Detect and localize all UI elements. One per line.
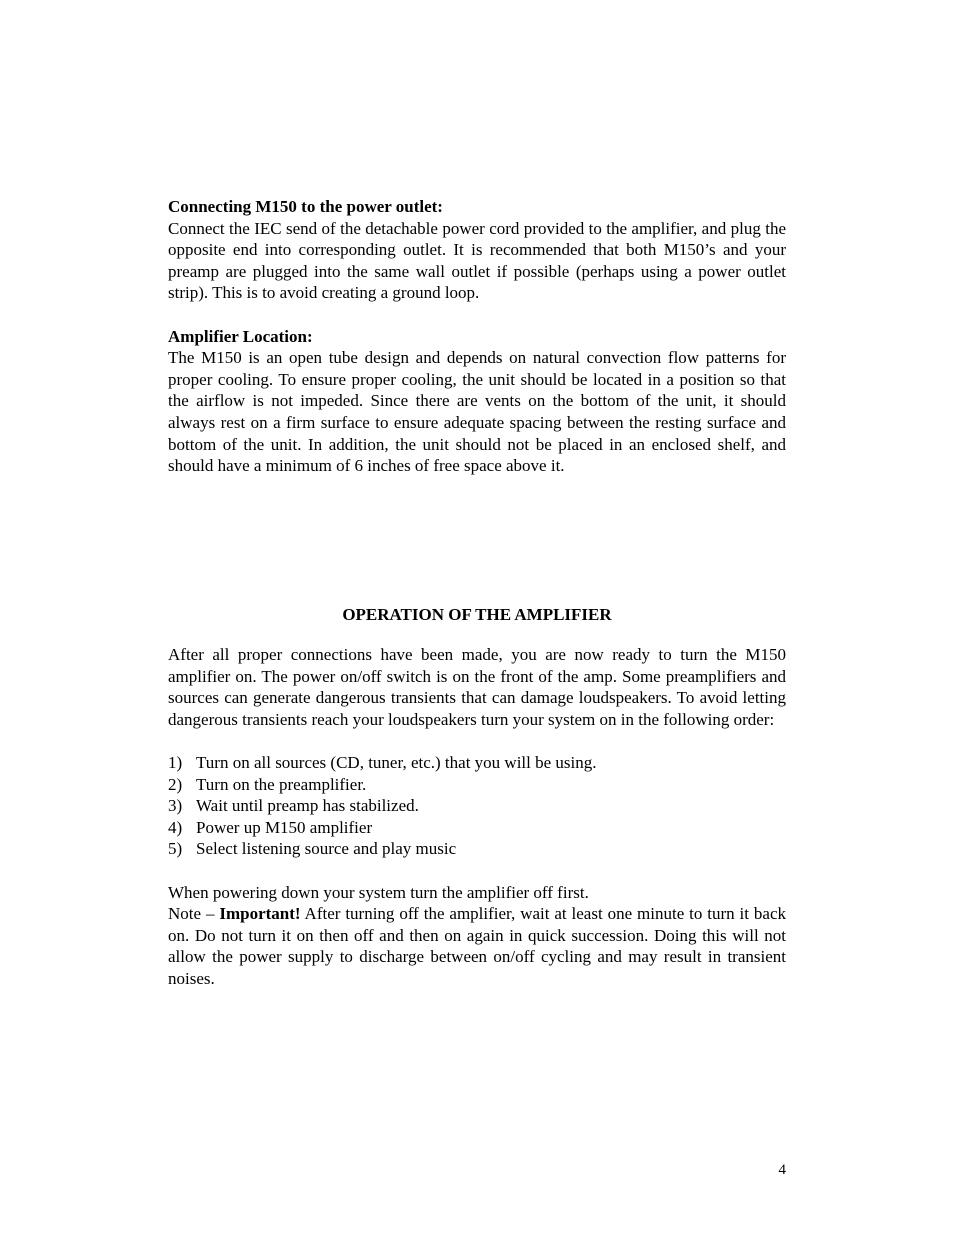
operation-content — [168, 644, 786, 990]
list-item — [168, 838, 786, 860]
step-text: Power up M150 amplifier — [196, 817, 373, 837]
step-number: 5) — [168, 839, 183, 859]
upper-content — [168, 196, 786, 477]
list-item — [168, 752, 786, 774]
step-text: Turn on the preamplifier. — [196, 774, 367, 794]
note-prefix: Note – — [168, 904, 220, 924]
step-text: Wait until preamp has stabilized. — [196, 796, 419, 816]
list-item — [168, 774, 786, 796]
important-note — [168, 903, 786, 989]
spacer — [168, 304, 786, 326]
list-item — [168, 817, 786, 839]
step-number: 1) — [168, 752, 183, 772]
page-number: 4 — [778, 1162, 786, 1178]
startup-steps-list — [168, 752, 786, 860]
operation-title: OPERATION OF THE AMPLIFIER — [342, 605, 612, 624]
step-number: 2) — [168, 774, 183, 794]
operation-intro: After all proper connections have been made, you are now ready to turn the M150 amplifier on. The power on/off switch is on the front of the amp. Some preamplifiers and sources can generate dangerous transients that can damage loudspeakers. To avoid letting dangerous transients reach your loudspeakers turn your system on in the following order: — [168, 645, 786, 729]
step-text: Select listening source and play music — [196, 839, 457, 859]
location-body: The M150 is an open tube design and depends on natural convection flow patterns for proper cooling. To ensure proper cooling, the unit should be located in a position so that the airflow is not impeded. Since there are vents on the bottom of the unit, it should always rest on a firm surface to ensure adequate spacing between the resting surface and bottom of the unit. In addition, the unit should not be placed in an enclosed shelf, and should have a minimum of 6 inches of free space above it. — [168, 348, 786, 476]
power-down-text: When powering down your system turn the amplifier off first. — [168, 882, 589, 902]
spacer — [168, 860, 786, 882]
power-outlet-heading: Connecting M150 to the power outlet: — [168, 197, 443, 216]
note-body: After turning off the amplifier, wait at least one minute to turn it back on. Do not turn it on then off and then on again in quick succession. Doing this will not allow the power supply to discharge between on/off cycling and may result in transient noises. — [168, 904, 787, 988]
power-outlet-body: Connect the IEC send of the detachable power cord provided to the amplifier, and plug the opposite end into corresponding outlet. It is recommended that both M150’s and your preamp are plugged into the same wall outlet if possible (perhaps using a power outlet strip). This is to avoid creating a ground loop. — [168, 218, 786, 303]
spacer — [168, 730, 786, 752]
list-item — [168, 795, 786, 817]
note-emphasis: Important! — [219, 904, 301, 924]
step-number: 4) — [168, 817, 183, 837]
step-text: Turn on all sources (CD, tuner, etc.) that you will be using. — [196, 752, 597, 772]
location-heading: Amplifier Location: — [168, 326, 313, 346]
step-number: 3) — [168, 796, 183, 816]
